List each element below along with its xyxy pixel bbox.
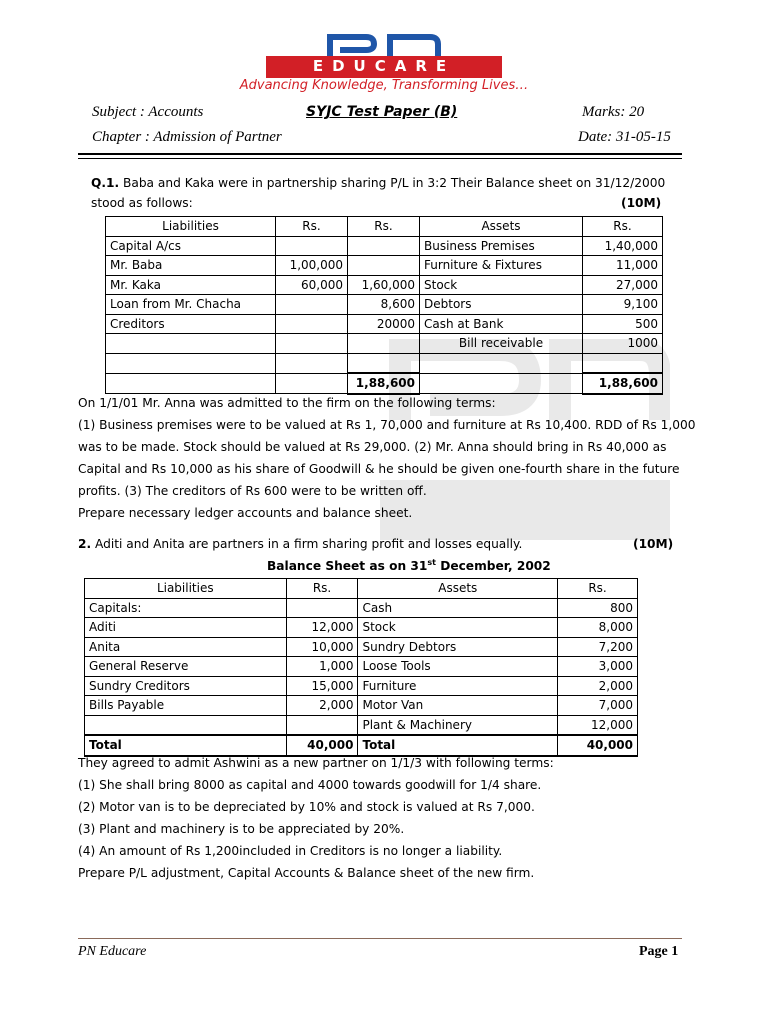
table-cell: Sundry Debtors (358, 637, 558, 657)
table-cell: Plant & Machinery (358, 715, 558, 735)
table-row (106, 236, 663, 256)
table-cell: Furniture & Fixtures (420, 256, 583, 276)
table-cell: Cash at Bank (420, 314, 583, 334)
q2-intro (78, 537, 522, 551)
table-cell (276, 236, 348, 256)
table-cell: 1,00,000 (276, 256, 348, 276)
table-cell: Loose Tools (358, 657, 558, 677)
table-row (106, 314, 663, 334)
total-label-left: Total (85, 735, 287, 756)
header-rule-thin (78, 158, 682, 159)
table-cell: 500 (583, 314, 663, 334)
q1-line1: Baba and Kaka were in partnership sharing P/L in 3:2 Their Balance sheet on 31/12/2000 (119, 176, 666, 190)
q2-terms-line: (4) An amount of Rs 1,200included in Creditors is no longer a liability. (78, 844, 503, 858)
paper-title: SYJC Test Paper (B) (306, 104, 458, 120)
table-header: Rs. (286, 579, 358, 599)
table-cell (583, 353, 663, 373)
table-cell: 11,000 (583, 256, 663, 276)
table-cell: 7,000 (558, 696, 638, 716)
q2-terms-line: (2) Motor van is to be depreciated by 10% and stock is valued at Rs 7,000. (78, 800, 535, 814)
marks-label: Marks: 20 (582, 104, 645, 120)
table-row (85, 637, 638, 657)
q1-intro (91, 176, 665, 190)
table-cell: Furniture (358, 676, 558, 696)
table-row (85, 618, 638, 638)
table-cell: Anita (85, 637, 287, 657)
table-cell: Motor Van (358, 696, 558, 716)
table-cell (286, 598, 358, 618)
table-header: Rs. (276, 217, 348, 237)
table-cell: 20000 (348, 314, 420, 334)
q1-terms-line: (1) Business premises were to be valued at Rs 1, 70,000 and furniture at Rs 10,400. RDD of Rs 1,000 (78, 418, 696, 432)
q2-terms-line: (1) She shall bring 8000 as capital and 4000 towards goodwill for 1/4 share. (78, 778, 542, 792)
table-cell (348, 353, 420, 373)
table-cell: 3,000 (558, 657, 638, 677)
pn-logo-icon (326, 34, 442, 56)
total-right: 40,000 (558, 735, 638, 756)
table-cell: Mr. Kaka (106, 275, 276, 295)
table-cell (276, 334, 348, 354)
table-cell (85, 715, 287, 735)
table-cell: 2,000 (286, 696, 358, 716)
q1-marks: (10M) (621, 196, 662, 210)
footer-page-number: Page 1 (639, 944, 679, 959)
q2-terms-line: (3) Plant and machinery is to be appreciated by 20%. (78, 822, 405, 836)
table-row (85, 715, 638, 735)
logo-educare-text: EDUCARE (312, 57, 456, 75)
table-header: Liabilities (85, 579, 287, 599)
table-row (106, 275, 663, 295)
header-rule (78, 153, 682, 155)
table-header: Liabilities (106, 217, 276, 237)
table-cell: 1,40,000 (583, 236, 663, 256)
table-row (106, 353, 663, 373)
date-label: Date: 31-05-15 (578, 129, 671, 145)
q2-bs-title-sup: st (427, 558, 436, 567)
q1-terms-line: was to be made. Stock should be valued at Rs 29,000. (2) Mr. Anna should bring in Rs 40,000 as (78, 440, 667, 454)
q2-bs-title-b: December, 2002 (435, 559, 551, 574)
table-row (85, 676, 638, 696)
q2-marks: (10M) (633, 537, 674, 551)
table-header-row (85, 579, 638, 599)
table-header: Rs. (558, 579, 638, 599)
table-cell: Mr. Baba (106, 256, 276, 276)
table-cell: Aditi (85, 618, 287, 638)
table-header-row (106, 217, 663, 237)
table-cell: Stock (420, 275, 583, 295)
table-cell: 8,600 (348, 295, 420, 315)
q1-line2: stood as follows: (91, 196, 193, 210)
table-cell (276, 295, 348, 315)
table-total-row (106, 373, 663, 394)
table-cell: Capital A/cs (106, 236, 276, 256)
table-cell: 60,000 (276, 275, 348, 295)
table-cell: 9,100 (583, 295, 663, 315)
q2-number: 2. (78, 537, 92, 551)
table-cell: 800 (558, 598, 638, 618)
table-cell: 1,60,000 (348, 275, 420, 295)
logo (0, 34, 768, 83)
table-cell (286, 715, 358, 735)
table-row (85, 696, 638, 716)
table-row (106, 334, 663, 354)
q2-terms-line: Prepare P/L adjustment, Capital Accounts & Balance sheet of the new firm. (78, 866, 535, 880)
table-cell: Loan from Mr. Chacha (106, 295, 276, 315)
table-cell: 1000 (583, 334, 663, 354)
total-label-right: Total (358, 735, 558, 756)
table-cell (420, 353, 583, 373)
q1-balance-sheet (105, 216, 663, 395)
q1-number: Q.1. (91, 176, 120, 190)
table-cell (276, 314, 348, 334)
footer-left: PN Educare (78, 944, 147, 959)
table-header: Assets (420, 217, 583, 237)
table-cell (276, 373, 348, 394)
table-cell: 10,000 (286, 637, 358, 657)
table-cell (348, 334, 420, 354)
table-cell (348, 256, 420, 276)
table-cell: 2,000 (558, 676, 638, 696)
table-cell (348, 236, 420, 256)
table-row (106, 256, 663, 276)
table-cell: Sundry Creditors (85, 676, 287, 696)
q2-balance-sheet (84, 578, 638, 757)
table-cell: Cash (358, 598, 558, 618)
q1-terms-line: profits. (3) The creditors of Rs 600 were to be written off. (78, 484, 427, 498)
table-header: Assets (358, 579, 558, 599)
table-cell: 8,000 (558, 618, 638, 638)
table-cell: Business Premises (420, 236, 583, 256)
footer-rule (78, 938, 682, 939)
q1-terms-line: Prepare necessary ledger accounts and balance sheet. (78, 506, 413, 520)
table-cell (106, 334, 276, 354)
table-cell: Stock (358, 618, 558, 638)
q2-bs-title (267, 558, 551, 573)
table-cell: 27,000 (583, 275, 663, 295)
table-cell (276, 353, 348, 373)
table-total-row (85, 735, 638, 756)
q2-terms-line: They agreed to admit Ashwini as a new partner on 1/1/3 with following terms: (78, 756, 554, 770)
q2-bs-title-a: Balance Sheet as on 31 (267, 559, 428, 574)
table-cell (420, 373, 583, 394)
table-cell: 12,000 (286, 618, 358, 638)
table-cell (106, 373, 276, 394)
table-cell: 15,000 (286, 676, 358, 696)
total-right: 1,88,600 (583, 373, 663, 394)
table-header: Rs. (583, 217, 663, 237)
table-cell: Creditors (106, 314, 276, 334)
table-cell: Capitals: (85, 598, 287, 618)
table-cell: 7,200 (558, 637, 638, 657)
table-row (85, 598, 638, 618)
q1-terms-line: Capital and Rs 10,000 as his share of Goodwill & he should be given one-fourth share in the future (78, 462, 680, 476)
table-cell: Bill receivable (420, 334, 583, 354)
q2-line1: Aditi and Anita are partners in a firm sharing profit and losses equally. (91, 537, 523, 551)
tagline: Advancing Knowledge, Transforming Lives… (239, 78, 529, 93)
table-row (85, 657, 638, 677)
subject-label: Subject : Accounts (92, 104, 204, 120)
total-left: 40,000 (286, 735, 358, 756)
total-left: 1,88,600 (348, 373, 420, 394)
chapter-label: Chapter : Admission of Partner (92, 129, 282, 145)
table-cell: 1,000 (286, 657, 358, 677)
q1-terms-line: On 1/1/01 Mr. Anna was admitted to the firm on the following terms: (78, 396, 496, 410)
table-header: Rs. (348, 217, 420, 237)
table-row (106, 295, 663, 315)
table-cell: General Reserve (85, 657, 287, 677)
table-cell: 12,000 (558, 715, 638, 735)
table-cell: Debtors (420, 295, 583, 315)
table-cell (106, 353, 276, 373)
table-cell: Bills Payable (85, 696, 287, 716)
